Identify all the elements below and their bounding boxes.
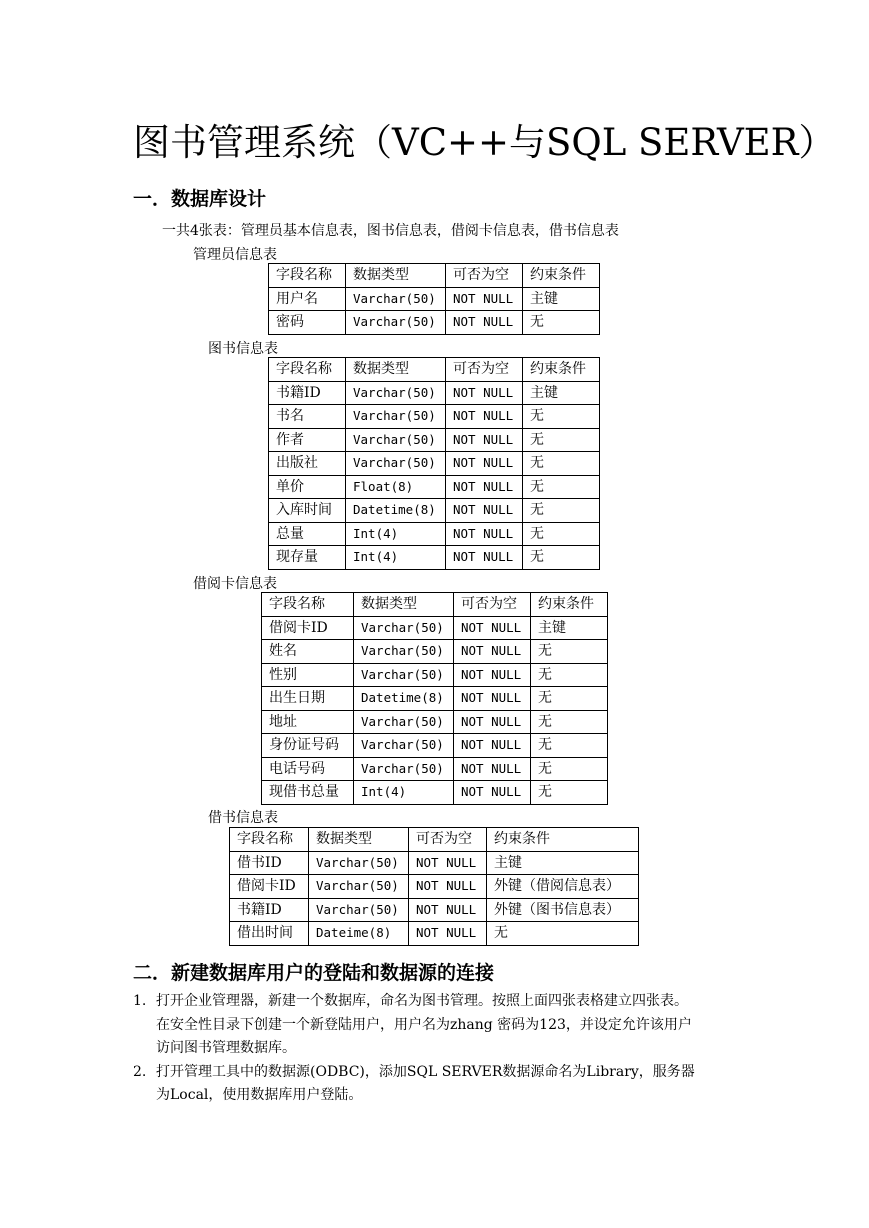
table-cell: NOT NULL: [446, 522, 523, 546]
borrow-info-table: [229, 827, 639, 946]
section-intro: 一共4张表：管理员基本信息表，图书信息表，借阅卡信息表，借书信息表: [162, 223, 619, 239]
table-cell: Varchar(50): [346, 287, 446, 311]
table-cell: Varchar(50): [346, 452, 446, 476]
table-cell: 外键（借阅信息表）: [487, 875, 639, 899]
table-row: [269, 452, 600, 476]
table-cell: 数据类型: [346, 264, 446, 288]
table-cell: 出版社: [269, 452, 346, 476]
list-item: [133, 1061, 695, 1108]
table-cell: NOT NULL: [409, 922, 487, 946]
card-info-table: [261, 592, 608, 805]
table-cell: 无: [523, 428, 600, 452]
table-row: [230, 875, 639, 899]
table-cell: NOT NULL: [454, 687, 531, 711]
table-cell: 无: [531, 781, 608, 805]
table-header-row: [230, 828, 639, 852]
table-row: [262, 734, 608, 758]
list-item: [133, 990, 695, 1061]
table-cell: 主键: [523, 287, 600, 311]
table-cell: Int(4): [346, 546, 446, 570]
table-header-row: [262, 593, 608, 617]
table-cell: NOT NULL: [446, 452, 523, 476]
table-row: [269, 405, 600, 429]
table-row: [262, 687, 608, 711]
table-header-row: [269, 264, 600, 288]
table-cell: NOT NULL: [454, 781, 531, 805]
table-cell: 无: [523, 499, 600, 523]
table-cell: NOT NULL: [454, 757, 531, 781]
table-cell: 无: [523, 475, 600, 499]
table-row: [262, 757, 608, 781]
table-cell: 无: [523, 522, 600, 546]
table-cell: 无: [523, 405, 600, 429]
table-cell: 主键: [487, 851, 639, 875]
table-cell: 约束条件: [487, 828, 639, 852]
table-cell: NOT NULL: [446, 546, 523, 570]
table-cell: 约束条件: [523, 264, 600, 288]
table-cell: 数据类型: [346, 358, 446, 382]
table-cell: 书籍ID: [230, 898, 309, 922]
table-cell: 数据类型: [354, 593, 454, 617]
table-row: [269, 287, 600, 311]
table-cell: NOT NULL: [454, 663, 531, 687]
table-cell: 无: [523, 311, 600, 335]
table-cell: 借出时间: [230, 922, 309, 946]
table-row: [230, 851, 639, 875]
table-cell: NOT NULL: [446, 405, 523, 429]
table-cell: Varchar(50): [309, 898, 409, 922]
list-item-line: 在安全性目录下创建一个新登陆用户，用户名为zhang 密码为123，并设定允许该用户: [156, 1016, 692, 1033]
table-row: [269, 428, 600, 452]
table-header-row: [269, 358, 600, 382]
table-cell: 主键: [523, 381, 600, 405]
section-heading-database-design: 一．数据库设计: [133, 188, 267, 210]
table-cell: 单价: [269, 475, 346, 499]
table-cell: 无: [487, 922, 639, 946]
table-cell: 总量: [269, 522, 346, 546]
table-cell: 借阅卡ID: [230, 875, 309, 899]
table-cell: NOT NULL: [409, 898, 487, 922]
table-cell: 身份证号码: [262, 734, 354, 758]
table-cell: Int(4): [354, 781, 454, 805]
table-cell: Varchar(50): [346, 381, 446, 405]
table-row: [262, 640, 608, 664]
table-cell: 约束条件: [523, 358, 600, 382]
table-row: [262, 616, 608, 640]
table-cell: Varchar(50): [309, 851, 409, 875]
table-cell: NOT NULL: [454, 710, 531, 734]
list-item-number: 2.: [133, 1063, 147, 1080]
table-cell: Varchar(50): [354, 640, 454, 664]
table-cell: NOT NULL: [446, 287, 523, 311]
table-cell: NOT NULL: [446, 381, 523, 405]
table-cell: Varchar(50): [354, 663, 454, 687]
table-cell: 现存量: [269, 546, 346, 570]
table-caption-borrow: 借书信息表: [208, 810, 278, 826]
table-cell: 可否为空: [454, 593, 531, 617]
section-heading-user-datasource: 二．新建数据库用户的登陆和数据源的连接: [133, 962, 495, 984]
table-cell: 性别: [262, 663, 354, 687]
page-title: 图书管理系统（VC++与SQL SERVER）: [133, 121, 836, 164]
table-row: [262, 781, 608, 805]
table-cell: NOT NULL: [409, 851, 487, 875]
table-cell: 电话号码: [262, 757, 354, 781]
table-cell: Int(4): [346, 522, 446, 546]
table-row: [262, 663, 608, 687]
table-cell: 字段名称: [269, 358, 346, 382]
table-cell: 字段名称: [230, 828, 309, 852]
table-cell: 借书ID: [230, 851, 309, 875]
table-cell: NOT NULL: [454, 616, 531, 640]
table-cell: Varchar(50): [309, 875, 409, 899]
table-cell: Float(8): [346, 475, 446, 499]
table-cell: NOT NULL: [409, 875, 487, 899]
table-row: [230, 922, 639, 946]
table-cell: 无: [531, 734, 608, 758]
table-cell: 约束条件: [531, 593, 608, 617]
list-item-line: 打开企业管理器，新建一个数据库，命名为图书管理。按照上面四张表格建立四张表。: [156, 993, 688, 1009]
table-cell: 出生日期: [262, 687, 354, 711]
table-cell: 现借书总量: [262, 781, 354, 805]
table-cell: 可否为空: [409, 828, 487, 852]
table-row: [269, 499, 600, 523]
table-row: [230, 898, 639, 922]
table-row: [269, 475, 600, 499]
table-cell: 无: [523, 452, 600, 476]
table-cell: Dateime(8): [309, 922, 409, 946]
table-row: [269, 381, 600, 405]
table-cell: Varchar(50): [354, 757, 454, 781]
table-cell: 密码: [269, 311, 346, 335]
table-cell: 无: [531, 687, 608, 711]
table-cell: 无: [531, 757, 608, 781]
table-cell: NOT NULL: [446, 311, 523, 335]
table-cell: Varchar(50): [346, 405, 446, 429]
table-cell: Datetime(8): [354, 687, 454, 711]
table-cell: Datetime(8): [346, 499, 446, 523]
table-row: [269, 311, 600, 335]
table-row: [269, 522, 600, 546]
table-cell: Varchar(50): [354, 616, 454, 640]
steps-list: [133, 990, 695, 1108]
table-caption-admin: 管理员信息表: [193, 247, 277, 263]
table-cell: 字段名称: [269, 264, 346, 288]
table-cell: 书名: [269, 405, 346, 429]
list-item-line: 打开管理工具中的数据源(ODBC)，添加SQL SERVER数据源命名为Library，服务器: [156, 1063, 695, 1080]
list-item-line: 访问图书管理数据库。: [156, 1040, 296, 1056]
table-cell: 作者: [269, 428, 346, 452]
table-cell: 数据类型: [309, 828, 409, 852]
table-cell: 主键: [531, 616, 608, 640]
table-cell: Varchar(50): [346, 428, 446, 452]
table-cell: Varchar(50): [354, 710, 454, 734]
table-cell: 书籍ID: [269, 381, 346, 405]
table-cell: 无: [523, 546, 600, 570]
table-cell: 无: [531, 640, 608, 664]
table-cell: NOT NULL: [454, 640, 531, 664]
table-cell: Varchar(50): [354, 734, 454, 758]
admin-info-table: [268, 263, 600, 335]
table-cell: 字段名称: [262, 593, 354, 617]
table-cell: 可否为空: [446, 264, 523, 288]
book-info-table: [268, 357, 600, 570]
table-row: [262, 710, 608, 734]
table-cell: NOT NULL: [454, 734, 531, 758]
table-cell: NOT NULL: [446, 428, 523, 452]
table-cell: 无: [531, 710, 608, 734]
table-cell: 姓名: [262, 640, 354, 664]
table-cell: 入库时间: [269, 499, 346, 523]
table-caption-card: 借阅卡信息表: [193, 576, 277, 592]
table-cell: 地址: [262, 710, 354, 734]
table-cell: 借阅卡ID: [262, 616, 354, 640]
table-row: [269, 546, 600, 570]
list-item-line: 为Local，使用数据库用户登陆。: [156, 1087, 363, 1103]
table-cell: 可否为空: [446, 358, 523, 382]
table-cell: NOT NULL: [446, 475, 523, 499]
table-cell: 无: [531, 663, 608, 687]
table-caption-books: 图书信息表: [208, 341, 278, 357]
table-cell: 外键（图书信息表）: [487, 898, 639, 922]
list-item-number: 1.: [133, 993, 147, 1009]
table-cell: 用户名: [269, 287, 346, 311]
table-cell: Varchar(50): [346, 311, 446, 335]
table-cell: NOT NULL: [446, 499, 523, 523]
